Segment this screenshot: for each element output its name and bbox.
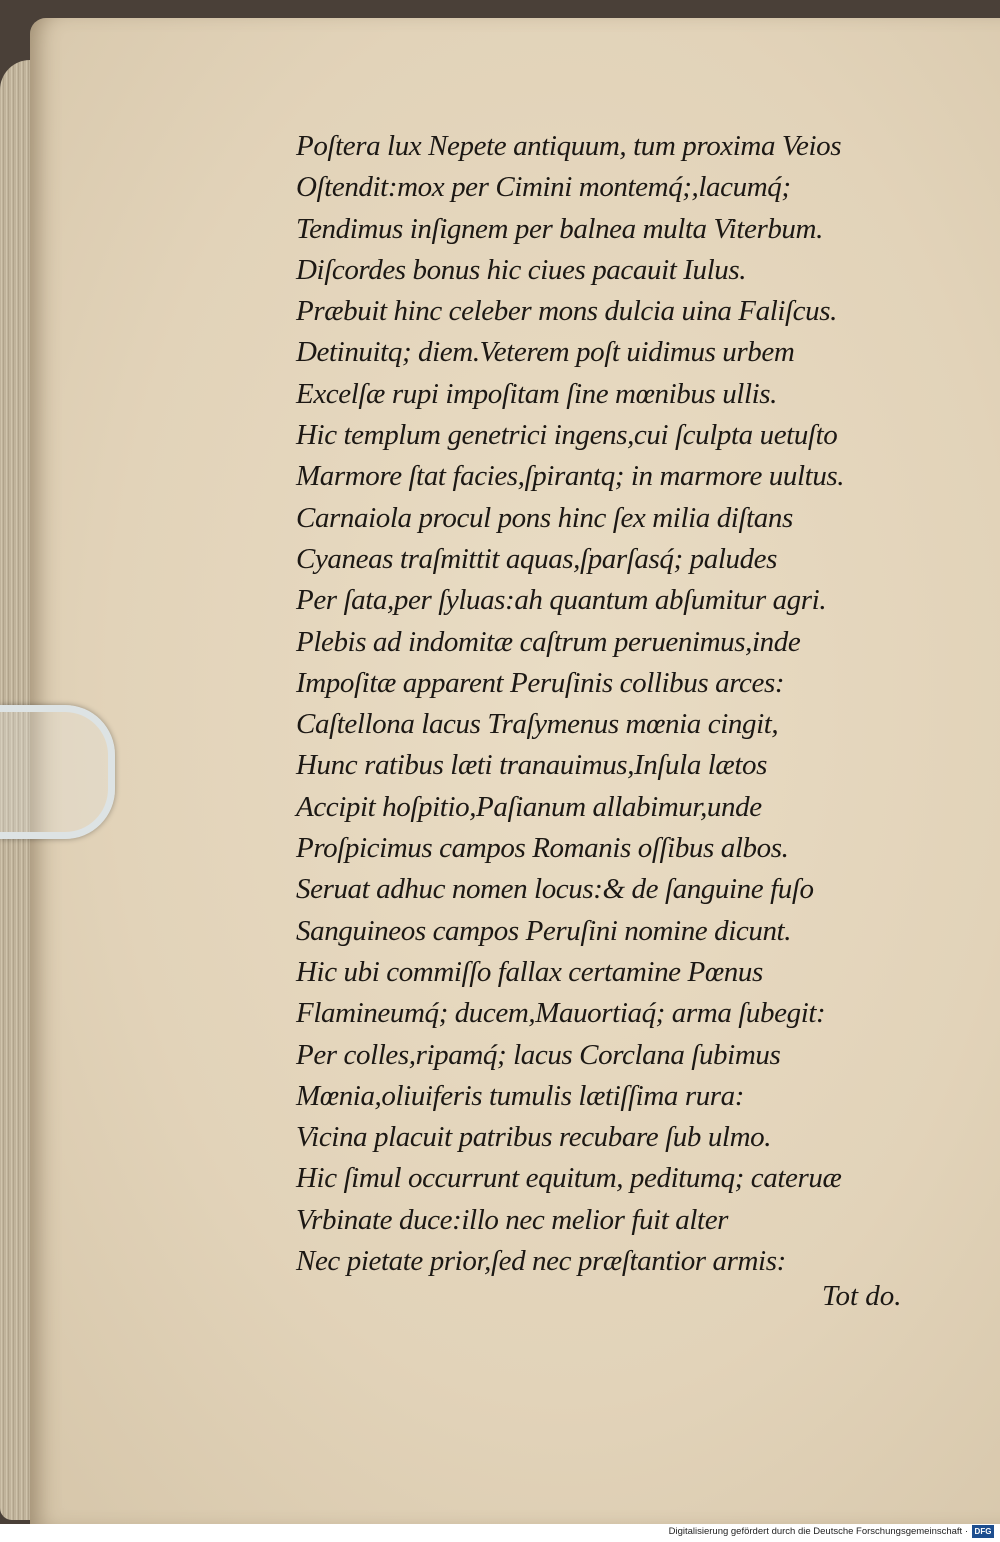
verse-line: Sanguineos campos Peruſini nomine dicunt. <box>296 914 792 947</box>
verse-line: Impoſitæ apparent Peruſinis collibus arces: <box>296 666 785 699</box>
verse-line: Marmore ſtat facies,ſpirantq; in marmore uultus. <box>296 460 845 493</box>
verse-line: Hic ſimul occurrunt equitum, peditumq; cateruæ <box>296 1162 842 1195</box>
verse-line: Diſcordes bonus hic ciues pacauit Iulus. <box>296 253 747 286</box>
verse-line: Nec pietate prior,ſed nec præſtantior armis: <box>296 1245 786 1278</box>
verse-line: Hunc ratibus læti tranauimus,Inſula lætos <box>296 749 768 782</box>
verse-line: Vrbinate duce:illo nec melior fuit alter <box>296 1203 729 1236</box>
verse-line: Mœnia,oliuiferis tumulis lætiſſima rura: <box>296 1079 745 1112</box>
catchword: Tot do. <box>822 1280 902 1312</box>
verse-line: Oſtendit:mox per Cimini montemq́;,lacumq́; <box>296 171 791 204</box>
verse-line: Præbuit hinc celeber mons dulcia uina Faliſcus. <box>296 295 837 328</box>
dfg-logo: DFG <box>972 1525 994 1538</box>
verse-line: Seruat adhuc nomen locus:& de ſanguine fuſo <box>296 873 814 906</box>
verse-line: Excelſæ rupi impoſitam ſine mœnibus ullis. <box>296 377 778 410</box>
funding-credit: Digitalisierung gefördert durch die Deutsche Forschungsgemeinschaft · <box>668 1526 968 1537</box>
verse-line: Cyaneas traſmittit aquas,ſparſasq́; paludes <box>296 542 778 575</box>
page-clip <box>0 705 115 839</box>
verse-line: Carnaiola procul pons hinc ſex milia diſtans <box>296 501 793 534</box>
verse-line: Detinuitq; diem.Veterem poſt uidimus urbem <box>296 336 795 369</box>
verse-line: Poſtera lux Nepete antiquum, tum proxima Veios <box>296 130 842 162</box>
verse-line: Vicina placuit patribus recubare ſub ulmo. <box>296 1121 772 1154</box>
verse-line: Accipit hoſpitio,Paſianum allabimur,unde <box>296 790 762 823</box>
poem-text <box>296 126 906 1282</box>
verse-line: Proſpicimus campos Romanis oſſibus albos. <box>296 832 789 865</box>
verse-line: Tendimus inſignem per balnea multa Viterbum. <box>296 212 823 245</box>
verse-line: Hic ubi commiſſo fallax certamine Pœnus <box>296 955 763 988</box>
verse-line: Per ſata,per ſyluas:ah quantum abſumitur agri. <box>296 584 827 617</box>
verse-line: Flamineumq́; ducem,Mauortiaq́; arma ſubegit: <box>296 997 826 1030</box>
verse-line: Plebis ad indomitæ caſtrum peruenimus,inde <box>296 625 801 658</box>
verse-line: Hic templum genetrici ingens,cui ſculpta uetuſto <box>296 419 838 452</box>
verse-line: Per colles,ripamq́; lacus Corclana ſubimus <box>296 1038 781 1071</box>
verse-line: Caſtellona lacus Traſymenus mœnia cingit, <box>296 708 779 741</box>
